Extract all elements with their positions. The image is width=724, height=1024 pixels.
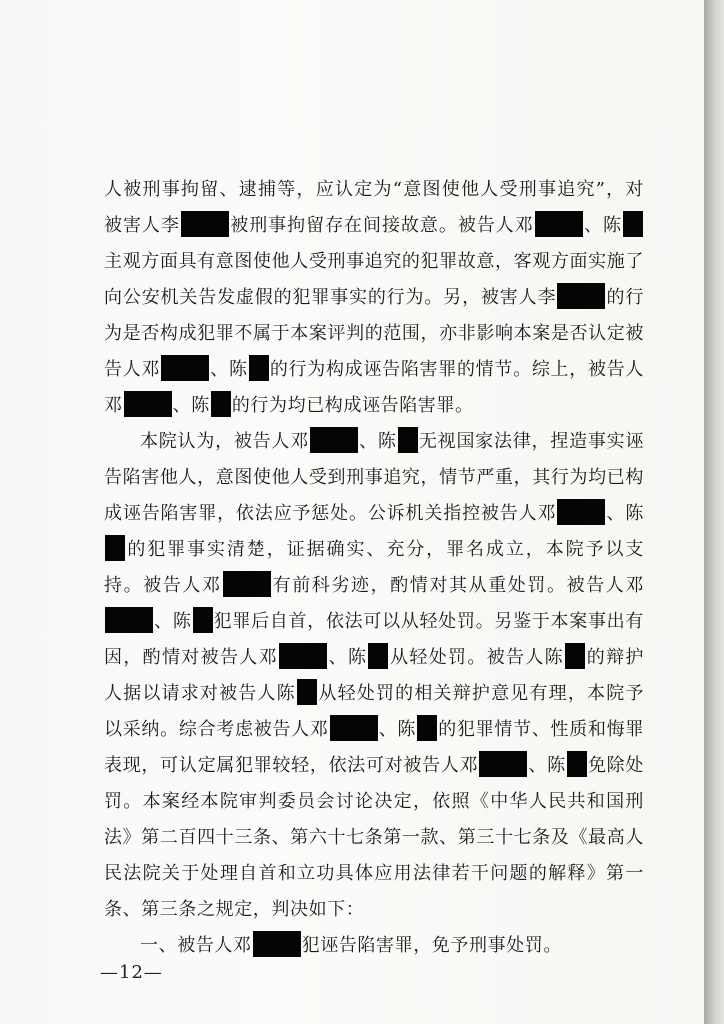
text-segment: 有前科劣迹，酌情对其从重处罚。被告人邓 <box>271 575 644 596</box>
redaction-block <box>193 607 213 633</box>
text-segment: 、陈 <box>327 647 368 668</box>
text-segment: 、陈 <box>358 431 397 452</box>
text-segment: 、陈 <box>378 719 417 740</box>
text-segment: 从轻处罚。被告人陈 <box>389 647 565 668</box>
paragraph-3 <box>104 928 644 964</box>
redaction-block <box>211 391 231 417</box>
page-number: —12— <box>100 962 163 983</box>
text-segment: 、陈 <box>528 755 566 776</box>
redaction-block <box>567 751 587 777</box>
paragraph-1 <box>104 172 644 424</box>
redaction-block <box>398 427 418 453</box>
text-segment: 犯诬告陷害罪，免予刑事处罚。 <box>301 935 563 956</box>
text-segment: 的行为均已构成诬告陷害罪。 <box>231 395 474 416</box>
paragraph-2 <box>104 424 644 928</box>
text-segment: 免除处罚。本案经本院审判委员会讨论决定，依照《中华人民共和国刑法》第二百四十三条、第六十七条第一款、第三十七条及《最高人民法院关于处理自首和立功具体应用法律若干问题的解释》第一条、第三条之规定，判决如下： <box>104 755 644 920</box>
redaction-block <box>249 355 269 381</box>
text-segment: 、陈 <box>606 503 644 524</box>
text-segment: 、陈 <box>154 611 192 632</box>
redaction-block <box>368 643 388 669</box>
text-segment: 、陈 <box>172 395 210 416</box>
text-segment: 的行为构成诬告陷害罪的情节。综上，被告人邓 <box>104 359 644 416</box>
redaction-block <box>479 751 527 777</box>
text-segment: 的犯罪情节、性质和悔罪表现，可认定属犯罪较轻，依法可对被告人邓 <box>104 719 644 776</box>
scan-edge-shadow <box>704 0 724 1024</box>
document-body <box>104 172 644 964</box>
redaction-block <box>297 679 317 705</box>
redaction-block <box>105 535 125 561</box>
redaction-block <box>223 571 271 597</box>
text-segment: 一、被告人邓 <box>140 935 252 956</box>
redaction-block <box>105 607 153 633</box>
text-segment: 、陈 <box>583 215 623 236</box>
redaction-block <box>535 211 583 237</box>
text-segment: 的犯罪事实清楚，证据确实、充分，罪名成立，本院予以支持。被告人邓 <box>104 539 644 596</box>
redaction-block <box>253 931 301 957</box>
redaction-block <box>417 715 437 741</box>
redaction-block <box>279 643 327 669</box>
text-segment: 、陈 <box>210 359 248 380</box>
redaction-block <box>161 355 209 381</box>
text-segment: 本院认为，被告人邓 <box>140 431 309 452</box>
redaction-block <box>330 715 378 741</box>
text-segment: 从轻处罚的相关辩护意见有理，本院予以采纳。综合考虑被告人邓 <box>104 683 645 740</box>
redaction-block <box>557 499 605 525</box>
text-segment: 主观方面具有意图使他人受刑事追究的犯罪故意，客观方面实施了向公安机关告发虚假的犯罪事实的行为。另，被害人李 <box>104 251 644 308</box>
redaction-block <box>181 211 229 237</box>
redaction-block <box>124 391 172 417</box>
redaction-block <box>623 211 643 237</box>
text-segment: 犯罪后自首，依法可以从轻处罚。另鉴于本案事出有因，酌情对被告人邓 <box>104 611 644 668</box>
text-segment: 人被刑事拘留、逮捕等，应认定为“意图使他人受刑事追究”，对被害人李 <box>104 179 644 236</box>
redaction-block <box>557 283 605 309</box>
text-segment: 无视国家法律，捏造事实诬告陷害他人，意图使他人受到刑事追究，情节严重，其行为均已构成诬告陷害罪，依法应予惩处。公诉机关指控被告人邓 <box>104 431 645 524</box>
redaction-block <box>565 643 585 669</box>
text-segment: 被刑事拘留存在间接故意。被告人邓 <box>229 215 534 236</box>
redaction-block <box>310 427 358 453</box>
text-segment: 的辩护人据以请求对被告人陈 <box>104 647 644 704</box>
text-segment: 的行为是否构成犯罪不属于本案评判的范围，亦非影响本案是否认定被告人邓 <box>104 287 644 380</box>
